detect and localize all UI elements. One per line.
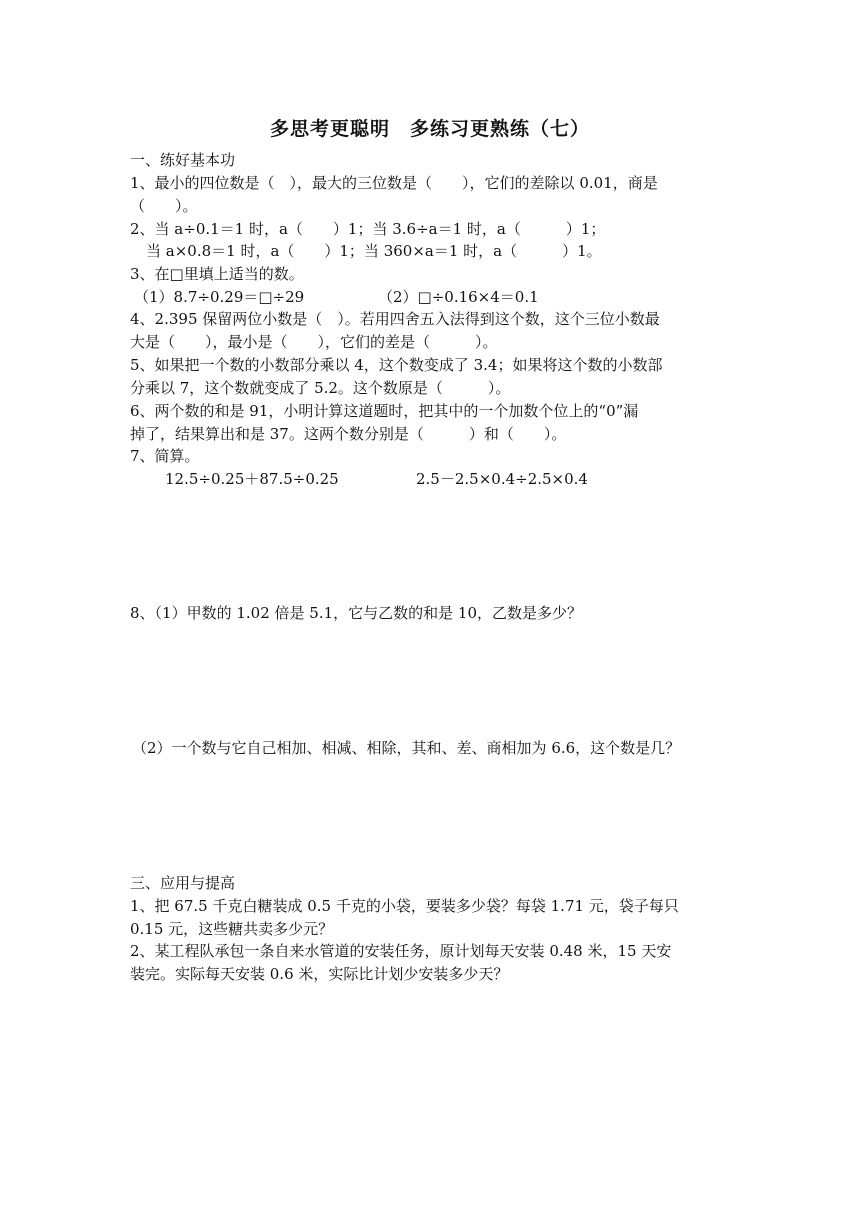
section-1-heading: 一、练好基本功 <box>130 151 236 169</box>
question-5-line-1: 5、如果把一个数的小数部分乘以 4，这个数变成了 3.4；如果将这个数的小数部 <box>130 356 663 374</box>
question-1-line-2: （ ）。 <box>130 197 198 215</box>
question-7-expression-1: 12.5÷0.25＋87.5÷0.25 <box>165 470 339 488</box>
question-4-line-2: 大是（ ），最小是（ ），它们的差是（ ）。 <box>130 333 498 351</box>
section-3-heading: 三、应用与提高 <box>130 874 236 892</box>
problem-1-line-1: 1、把 67.5 千克白糖装成 0.5 千克的小袋，要装多少袋？每袋 1.71 元，袋子每只 <box>130 897 679 915</box>
question-8-part-2: （2）一个数与它自己相加、相减、相除，其和、差、商相加为 6.6，这个数是几？ <box>132 739 681 757</box>
question-5-line-2: 分乘以 7，这个数就变成了 5.2。这个数原是（ ）。 <box>130 379 511 397</box>
question-8-part-1: 8、（1）甲数的 1.02 倍是 5.1，它与乙数的和是 10，乙数是多少？ <box>130 604 583 622</box>
question-6-line-1: 6、两个数的和是 91，小明计算这道题时，把其中的一个加数个位上的“0”漏 <box>130 402 639 420</box>
question-3-part-1: （1）8.7÷0.29＝□÷29 <box>134 288 305 306</box>
question-6-line-2: 掉了，结果算出和是 37。这两个数分别是（ ）和（ ）。 <box>130 425 567 443</box>
question-7: 7、简算。 <box>130 447 200 465</box>
question-2-line-2: 当 a×0.8＝1 时，a（ ）1；当 360×a＝1 时，a（ ）1。 <box>146 242 602 260</box>
problem-1-line-2: 0.15 元，这些糖共卖多少元？ <box>130 920 334 938</box>
question-4-line-1: 4、2.395 保留两位小数是（ ）。若用四舍五入法得到这个数，这个三位小数最 <box>130 310 660 328</box>
question-3: 3、在□里填上适当的数。 <box>130 265 304 283</box>
question-2-line-1: 2、当 a÷0.1＝1 时，a（ ）1；当 3.6÷a＝1 时，a（ ）1； <box>130 220 606 238</box>
problem-2-line-2: 装完。实际每天安装 0.6 米，实际比计划少安装多少天？ <box>130 965 509 983</box>
question-3-part-2: （2）□÷0.16×4＝0.1 <box>378 288 539 306</box>
problem-2-line-1: 2、某工程队承包一条自来水管道的安装任务，原计划每天安装 0.48 米，15 天安 <box>130 942 672 960</box>
question-1-line-1: 1、最小的四位数是（ ），最大的三位数是（ ），它们的差除以 0.01，商是 <box>130 174 658 192</box>
question-7-expression-2: 2.5－2.5×0.4÷2.5×0.4 <box>416 470 588 488</box>
page-title: 多思考更聪明 多练习更熟练（七） <box>269 118 590 140</box>
